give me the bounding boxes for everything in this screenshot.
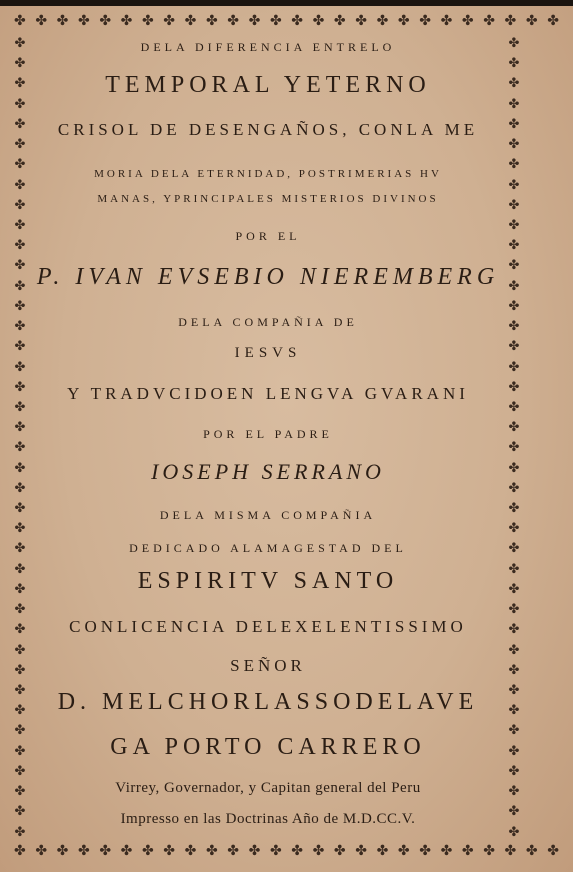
fleuron-ornament: ✤ xyxy=(77,13,90,29)
fleuron-ornament: ✤ xyxy=(461,843,474,859)
fleuron-ornament: ✤ xyxy=(508,541,520,557)
fleuron-ornament: ✤ xyxy=(14,13,26,29)
fleuron-ornament: ✤ xyxy=(508,804,520,820)
fleuron-ornament: ✤ xyxy=(14,541,26,557)
fleuron-ornament: ✤ xyxy=(508,703,520,719)
fleuron-ornament: ✤ xyxy=(14,784,26,800)
page-edge-shadow xyxy=(0,0,573,6)
fleuron-ornament: ✤ xyxy=(184,843,197,859)
author-name: P. IVAN EVSEBIO NIEREMBERG xyxy=(36,264,500,290)
fleuron-ornament: ✤ xyxy=(99,843,112,859)
fleuron-ornament: ✤ xyxy=(508,642,520,658)
fleuron-ornament: ✤ xyxy=(14,602,26,618)
fleuron-ornament: ✤ xyxy=(508,379,520,395)
fleuron-ornament: ✤ xyxy=(14,379,26,395)
fleuron-ornament: ✤ xyxy=(508,399,520,415)
fleuron-ornament: ✤ xyxy=(141,843,154,859)
fleuron-ornament: ✤ xyxy=(547,843,559,859)
fleuron-ornament: ✤ xyxy=(163,843,176,859)
fleuron-ornament: ✤ xyxy=(163,13,176,29)
fleuron-ornament: ✤ xyxy=(508,784,520,800)
fleuron-ornament: ✤ xyxy=(14,116,26,132)
fleuron-ornament: ✤ xyxy=(35,843,48,859)
fleuron-ornament: ✤ xyxy=(483,13,495,29)
fleuron-ornament: ✤ xyxy=(508,763,520,779)
fleuron-ornament: ✤ xyxy=(508,319,520,335)
fleuron-ornament: ✤ xyxy=(141,13,154,29)
fleuron-ornament: ✤ xyxy=(14,480,26,496)
fleuron-ornament: ✤ xyxy=(508,501,520,517)
fleuron-ornament: ✤ xyxy=(397,13,410,29)
fleuron-ornament: ✤ xyxy=(508,359,520,375)
fleuron-ornament: ✤ xyxy=(14,36,26,51)
fleuron-ornament: ✤ xyxy=(120,13,133,29)
fleuron-ornament: ✤ xyxy=(508,137,520,153)
fleuron-ornament: ✤ xyxy=(312,13,325,29)
fleuron-ornament: ✤ xyxy=(508,743,520,759)
fleuron-ornament: ✤ xyxy=(14,399,26,415)
fleuron-ornament: ✤ xyxy=(508,420,520,436)
title-line-4: MORIA DELA ETERNIDAD, POSTRIMERIAS HV xyxy=(94,168,442,180)
fleuron-ornament: ✤ xyxy=(461,13,474,29)
fleuron-ornament: ✤ xyxy=(14,843,26,859)
fleuron-ornament: ✤ xyxy=(14,763,26,779)
fleuron-ornament: ✤ xyxy=(14,137,26,153)
fleuron-ornament: ✤ xyxy=(508,96,520,112)
fleuron-ornament: ✤ xyxy=(14,460,26,476)
title-line-iesus: IESVS xyxy=(234,345,302,361)
fleuron-ornament: ✤ xyxy=(14,238,26,254)
fleuron-ornament: ✤ xyxy=(376,843,389,859)
fleuron-ornament: ✤ xyxy=(14,723,26,739)
fleuron-ornament: ✤ xyxy=(508,238,520,254)
title-line-traducido: Y TRADVCIDOEN LENGVA GVARANI xyxy=(67,384,469,403)
title-line-5: MANAS, YPRINCIPALES MISTERIOS DIVINOS xyxy=(97,193,439,205)
fleuron-ornament: ✤ xyxy=(355,843,367,859)
dedicatee-titles: Virrey, Governador, y Capitan general del Peru xyxy=(115,780,421,796)
title-line-por-el: POR EL xyxy=(235,229,301,243)
fleuron-ornament: ✤ xyxy=(14,662,26,678)
fleuron-ornament: ✤ xyxy=(508,197,520,213)
title-line-3: CRISOL DE DESENGAÑOS, CONLA ME xyxy=(57,120,479,139)
title-line-compania: DELA COMPAÑIA DE xyxy=(178,315,358,329)
fleuron-ornament: ✤ xyxy=(14,743,26,759)
fleuron-ornament: ✤ xyxy=(508,662,520,678)
fleuron-ornament: ✤ xyxy=(508,177,520,193)
title-main-heading: TEMPORAL YETERNO xyxy=(105,72,431,98)
fleuron-ornament: ✤ xyxy=(508,298,520,314)
title-line-dedicado: DEDICADO ALAMAGESTAD DEL xyxy=(129,541,407,555)
fleuron-ornament: ✤ xyxy=(508,824,520,840)
fleuron-ornament: ✤ xyxy=(508,217,520,233)
fleuron-ornament: ✤ xyxy=(205,13,218,29)
fleuron-ornament: ✤ xyxy=(508,278,520,294)
title-line-senor: SEÑOR xyxy=(230,656,306,675)
fleuron-ornament: ✤ xyxy=(355,13,367,29)
fleuron-ornament: ✤ xyxy=(14,581,26,597)
fleuron-ornament: ✤ xyxy=(14,561,26,577)
fleuron-ornament: ✤ xyxy=(14,683,26,698)
fleuron-ornament: ✤ xyxy=(227,843,240,859)
fleuron-ornament: ✤ xyxy=(248,13,261,29)
fleuron-ornament: ✤ xyxy=(397,843,410,859)
fleuron-ornament: ✤ xyxy=(508,683,520,698)
fleuron-ornament: ✤ xyxy=(14,420,26,436)
dedicatee-name-2: GA PORTO CARRERO xyxy=(110,734,426,760)
fleuron-ornament: ✤ xyxy=(14,501,26,517)
fleuron-ornament: ✤ xyxy=(227,13,240,29)
fleuron-ornament: ✤ xyxy=(504,13,517,29)
fleuron-ornament: ✤ xyxy=(14,157,26,173)
fleuron-ornament: ✤ xyxy=(508,56,520,72)
fleuron-ornament: ✤ xyxy=(14,56,26,72)
fleuron-ornament: ✤ xyxy=(14,298,26,314)
fleuron-ornament: ✤ xyxy=(14,440,26,456)
fleuron-ornament: ✤ xyxy=(508,157,520,173)
fleuron-ornament: ✤ xyxy=(99,13,112,29)
ornament-border-left xyxy=(10,36,30,840)
title-line-espiritu-santo: ESPIRITV SANTO xyxy=(137,568,399,594)
fleuron-ornament: ✤ xyxy=(269,13,282,29)
title-line-misma-compania: DELA MISMA COMPAÑIA xyxy=(159,508,377,522)
fleuron-ornament: ✤ xyxy=(440,843,453,859)
fleuron-ornament: ✤ xyxy=(419,13,431,29)
fleuron-ornament: ✤ xyxy=(333,843,346,859)
fleuron-ornament: ✤ xyxy=(483,843,495,859)
title-line-licencia: CONLICENCIA DELEXELENTISSIMO xyxy=(69,617,467,636)
dedicatee-name-1: D. MELCHORLASSODELAVE xyxy=(57,689,479,715)
fleuron-ornament: ✤ xyxy=(440,13,453,29)
fleuron-ornament: ✤ xyxy=(508,116,520,132)
ornament-border-bottom xyxy=(14,842,559,860)
fleuron-ornament: ✤ xyxy=(14,824,26,840)
fleuron-ornament: ✤ xyxy=(248,843,261,859)
fleuron-ornament: ✤ xyxy=(14,217,26,233)
title-line-por-el-padre: POR EL PADRE xyxy=(203,427,333,441)
translator-name: IOSEPH SERRANO xyxy=(151,459,385,484)
fleuron-ornament: ✤ xyxy=(312,843,325,859)
fleuron-ornament: ✤ xyxy=(291,13,303,29)
title-line-1: DELA DIFERENCIA ENTRELO xyxy=(140,40,396,54)
fleuron-ornament: ✤ xyxy=(56,13,69,29)
fleuron-ornament: ✤ xyxy=(508,480,520,496)
fleuron-ornament: ✤ xyxy=(14,339,26,355)
fleuron-ornament: ✤ xyxy=(508,581,520,597)
fleuron-ornament: ✤ xyxy=(14,521,26,537)
fleuron-ornament: ✤ xyxy=(14,703,26,719)
fleuron-ornament: ✤ xyxy=(14,642,26,658)
fleuron-ornament: ✤ xyxy=(508,460,520,476)
fleuron-ornament: ✤ xyxy=(205,843,218,859)
fleuron-ornament: ✤ xyxy=(525,843,538,859)
fleuron-ornament: ✤ xyxy=(14,177,26,193)
fleuron-ornament: ✤ xyxy=(508,622,520,638)
fleuron-ornament: ✤ xyxy=(120,843,133,859)
fleuron-ornament: ✤ xyxy=(14,197,26,213)
fleuron-ornament: ✤ xyxy=(525,13,538,29)
fleuron-ornament: ✤ xyxy=(14,804,26,820)
fleuron-ornament: ✤ xyxy=(376,13,389,29)
fleuron-ornament: ✤ xyxy=(508,36,520,51)
fleuron-ornament: ✤ xyxy=(35,13,48,29)
fleuron-ornament: ✤ xyxy=(547,13,559,29)
fleuron-ornament: ✤ xyxy=(508,602,520,618)
fleuron-ornament: ✤ xyxy=(419,843,431,859)
fleuron-ornament: ✤ xyxy=(508,521,520,537)
fleuron-ornament: ✤ xyxy=(291,843,303,859)
ornament-border-right xyxy=(504,36,524,840)
fleuron-ornament: ✤ xyxy=(77,843,90,859)
fleuron-ornament: ✤ xyxy=(56,843,69,859)
fleuron-ornament: ✤ xyxy=(508,339,520,355)
fleuron-ornament: ✤ xyxy=(184,13,197,29)
fleuron-ornament: ✤ xyxy=(508,561,520,577)
fleuron-ornament: ✤ xyxy=(14,278,26,294)
fleuron-ornament: ✤ xyxy=(508,76,520,92)
fleuron-ornament: ✤ xyxy=(14,76,26,92)
fleuron-ornament: ✤ xyxy=(333,13,346,29)
fleuron-ornament: ✤ xyxy=(14,96,26,112)
fleuron-ornament: ✤ xyxy=(14,359,26,375)
fleuron-ornament: ✤ xyxy=(508,723,520,739)
fleuron-ornament: ✤ xyxy=(14,319,26,335)
fleuron-ornament: ✤ xyxy=(508,258,520,274)
ornament-border-top xyxy=(14,12,559,30)
fleuron-ornament: ✤ xyxy=(508,440,520,456)
fleuron-ornament: ✤ xyxy=(269,843,282,859)
fleuron-ornament: ✤ xyxy=(14,258,26,274)
imprint-line: Impresso en las Doctrinas Año de M.D.CC.V. xyxy=(120,811,416,827)
fleuron-ornament: ✤ xyxy=(504,843,517,859)
fleuron-ornament: ✤ xyxy=(14,622,26,638)
